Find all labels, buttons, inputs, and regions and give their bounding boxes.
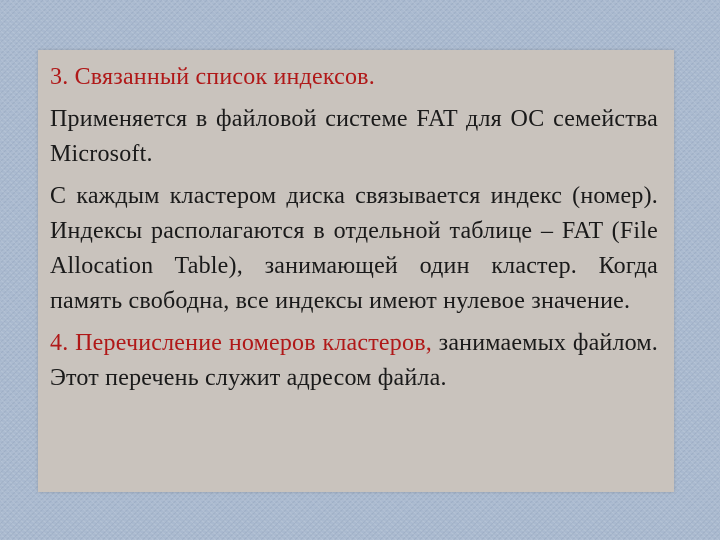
- heading-linked-index-list: 3. Связанный список индексов.: [50, 64, 375, 90]
- paragraph-fat-usage: Применяется в файловой системе FAT для ОС семейства Microsoft.: [50, 106, 658, 167]
- slide-panel: [38, 50, 674, 492]
- heading-cluster-enumeration: 4. Перечисление номеров кластеров,: [50, 330, 432, 356]
- slide-content: [50, 60, 658, 403]
- paragraph-cluster-index: С каждым кластером диска связывается индекс (номер). Индексы располагаются в отдельной таблице – FAT (File Allocation Table), занимающей один кластер. Когда память свободна, все индексы имеют нулевое значение.: [50, 183, 658, 314]
- paragraph-cluster-enumeration: [50, 326, 658, 396]
- paragraph-cluster-enumeration-rest: занимаемых файлом. Этот перечень служит адресом файла.: [50, 330, 658, 391]
